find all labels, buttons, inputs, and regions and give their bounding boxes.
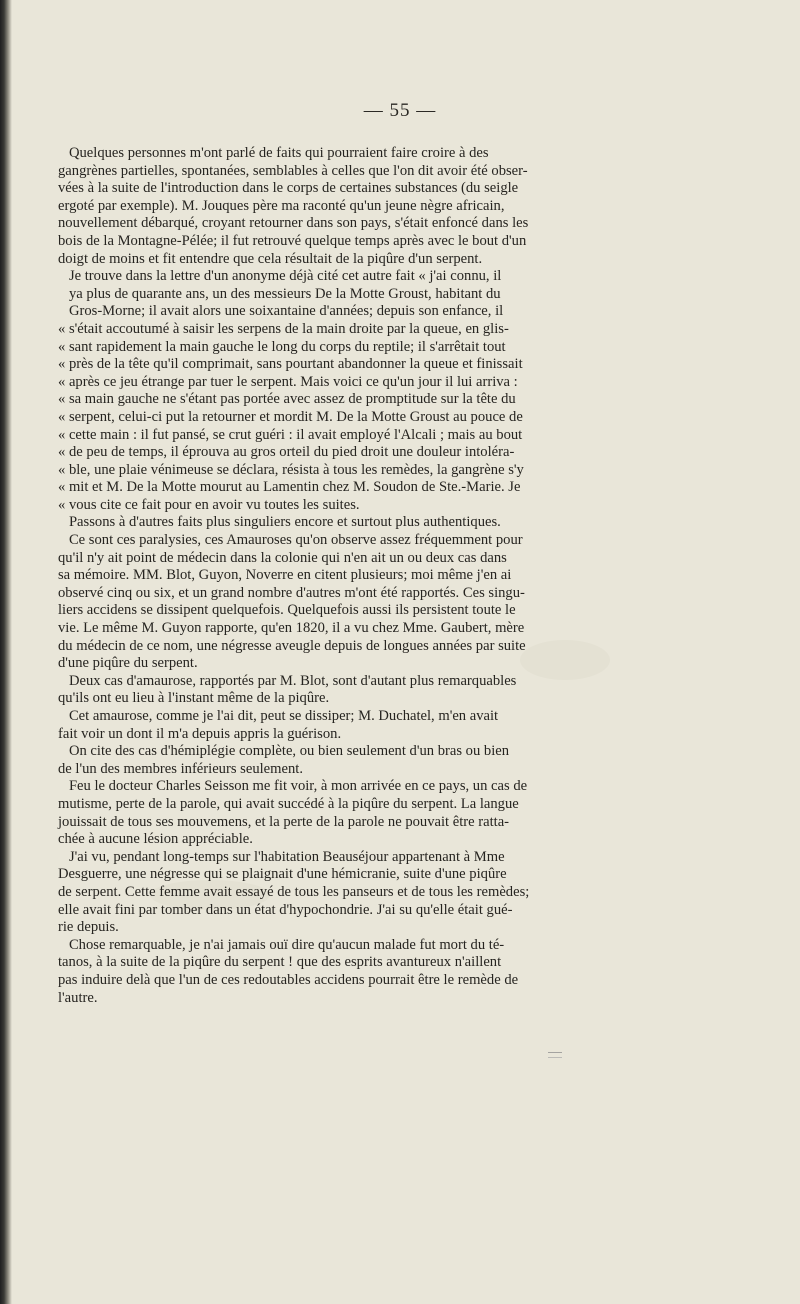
text-line: qu'il n'y ait point de médecin dans la colonie qui n'en ait un ou deux cas dans: [58, 549, 507, 566]
text-line: On cite des cas d'hémiplégie complète, ou bien seulement d'un bras ou bien: [58, 743, 510, 760]
text-line: « s'était accoutumé à saisir les serpens de la main droite par la queue, en glis-: [58, 320, 509, 337]
text-line: observé cinq ou six, et un grand nombre d'autres m'ont été rapportés. Ces singu-: [58, 584, 525, 601]
text-line: ergoté par exemple). M. Jouques père ma raconté qu'un jeune nègre africain,: [58, 197, 505, 214]
text-line: « cette main : il fut pansé, se crut guéri : il avait employé l'Alcali ; mais au bout: [58, 426, 523, 443]
text-line: tanos, à la suite de la piqûre du serpent ! que des esprits avantureux n'aillent: [58, 954, 502, 971]
text-line: rie depuis.: [58, 919, 119, 936]
page-number: — 55 —: [363, 100, 437, 121]
text-line: « sa main gauche ne s'étant pas portée avec assez de promptitude sur la tête du: [58, 391, 516, 408]
body-text: [58, 145, 798, 1007]
text-line: gangrènes partielles, spontanées, semblables à celles que l'on dit avoir été obser-: [58, 162, 528, 179]
text-line: Desguerre, une négresse qui se plaignait d'une hémicranie, suite d'une piqûre: [58, 866, 507, 883]
text-line: jouissait de tous ses mouvemens, et la perte de la parole ne pouvait être ratta-: [58, 813, 510, 830]
text-line: J'ai vu, pendant long-temps sur l'habitation Beauséjour appartenant à Mme: [58, 848, 505, 865]
text-line: mutisme, perte de la parole, qui avait succédé à la piqûre du serpent. La langue: [58, 795, 519, 812]
text-line: « serpent, celui-ci put la retourner et mordit M. De la Motte Groust au pouce de: [58, 408, 523, 425]
text-line: « près de la tête qu'il comprimait, sans pourtant abandonner la queue et finissait: [58, 356, 523, 373]
text-line: Passons à d'autres faits plus singuliers encore et surtout plus authentiques.: [58, 514, 501, 531]
text-line: Gros-Morne; il avait alors une soixantaine d'années; depuis son enfance, il: [58, 303, 504, 320]
text-line: elle avait fini par tomber dans un état d'hypochondrie. J'ai su qu'elle était gué-: [58, 901, 513, 918]
text-line: qu'ils ont eu lieu à l'instant même de la piqûre.: [58, 690, 330, 707]
text-line: liers accidens se dissipent quelquefois. Quelquefois aussi ils persistent toute le: [58, 602, 516, 619]
text-line: Ce sont ces paralysies, ces Amauroses qu'on observe assez fréquemment pour: [58, 532, 523, 549]
text-line: Chose remarquable, je n'ai jamais ouï dire qu'aucun malade fut mort du té-: [58, 936, 505, 953]
text-line: bois de la Montagne-Pélée; il fut retrouvé quelque temps après avec le bout d'un: [58, 232, 527, 249]
text-line: nouvellement débarqué, croyant retourner dans son pays, s'était enfoncé dans les: [58, 215, 529, 232]
binding-gutter: [0, 0, 12, 1304]
text-line: Cet amaurose, comme je l'ai dit, peut se dissiper; M. Duchatel, m'en avait: [58, 708, 499, 724]
text-line: Deux cas d'amaurose, rapportés par M. Blot, sont d'autant plus remarquables: [58, 672, 517, 689]
text-line: « vous cite ce fait pour en avoir vu toutes les suites.: [58, 496, 360, 513]
text-line: Feu le docteur Charles Seisson me fit voir, à mon arrivée en ce pays, un cas de: [58, 778, 528, 795]
text-line: Quelques personnes m'ont parlé de faits qui pourraient faire croire à des: [58, 145, 489, 161]
end-ornament: [548, 1052, 562, 1058]
text-line: sa mémoire. MM. Blot, Guyon, Noverre en citent plusieurs; moi même j'en ai: [58, 567, 512, 584]
text-line: doigt de moins et fit entendre que cela résultait de la piqûre d'un serpent.: [58, 250, 483, 267]
text-line: « mit et M. De la Motte mourut au Lamentin chez M. Soudon de Ste.-Marie. Je: [58, 479, 521, 496]
text-line: du médecin de ce nom, une négresse aveugle depuis de longues années par suite: [58, 637, 526, 654]
text-line: vie. Le même M. Guyon rapporte, qu'en 1820, il a vu chez Mme. Gaubert, mère: [58, 620, 525, 637]
text-line: de l'un des membres inférieurs seulement.: [58, 760, 303, 777]
text-line: d'une piqûre du serpent.: [58, 655, 198, 672]
text-line: Je trouve dans la lettre d'un anonyme déjà cité cet autre fait « j'ai connu, il: [58, 268, 502, 285]
text-line: fait voir un dont il m'a depuis appris la guérison.: [58, 725, 342, 742]
text-line: l'autre.: [58, 989, 98, 1006]
text-line: vées à la suite de l'introduction dans le corps de certaines substances (du seigle: [58, 180, 519, 197]
text-line: chée à aucune lésion appréciable.: [58, 831, 253, 848]
text-line: « ble, une plaie vénimeuse se déclara, résista à tous les remèdes, la gangrène s'y: [58, 461, 524, 478]
text-line: de serpent. Cette femme avait essayé de tous les panseurs et de tous les remèdes;: [58, 883, 530, 900]
text-line: « après ce jeu étrange par tuer le serpent. Mais voici ce qu'un jour il lui arriva :: [58, 373, 518, 390]
text-line: pas induire delà que l'un de ces redoutables accidens pourrait être le remède de: [58, 971, 519, 988]
text-line: « sant rapidement la main gauche le long du corps du reptile; il s'arrêtait tout: [58, 338, 506, 355]
text-line: « de peu de temps, il éprouva au gros orteil du pied droit une douleur intoléra-: [58, 444, 515, 461]
text-line: ya plus de quarante ans, un des messieurs De la Motte Groust, habitant du: [58, 285, 501, 302]
